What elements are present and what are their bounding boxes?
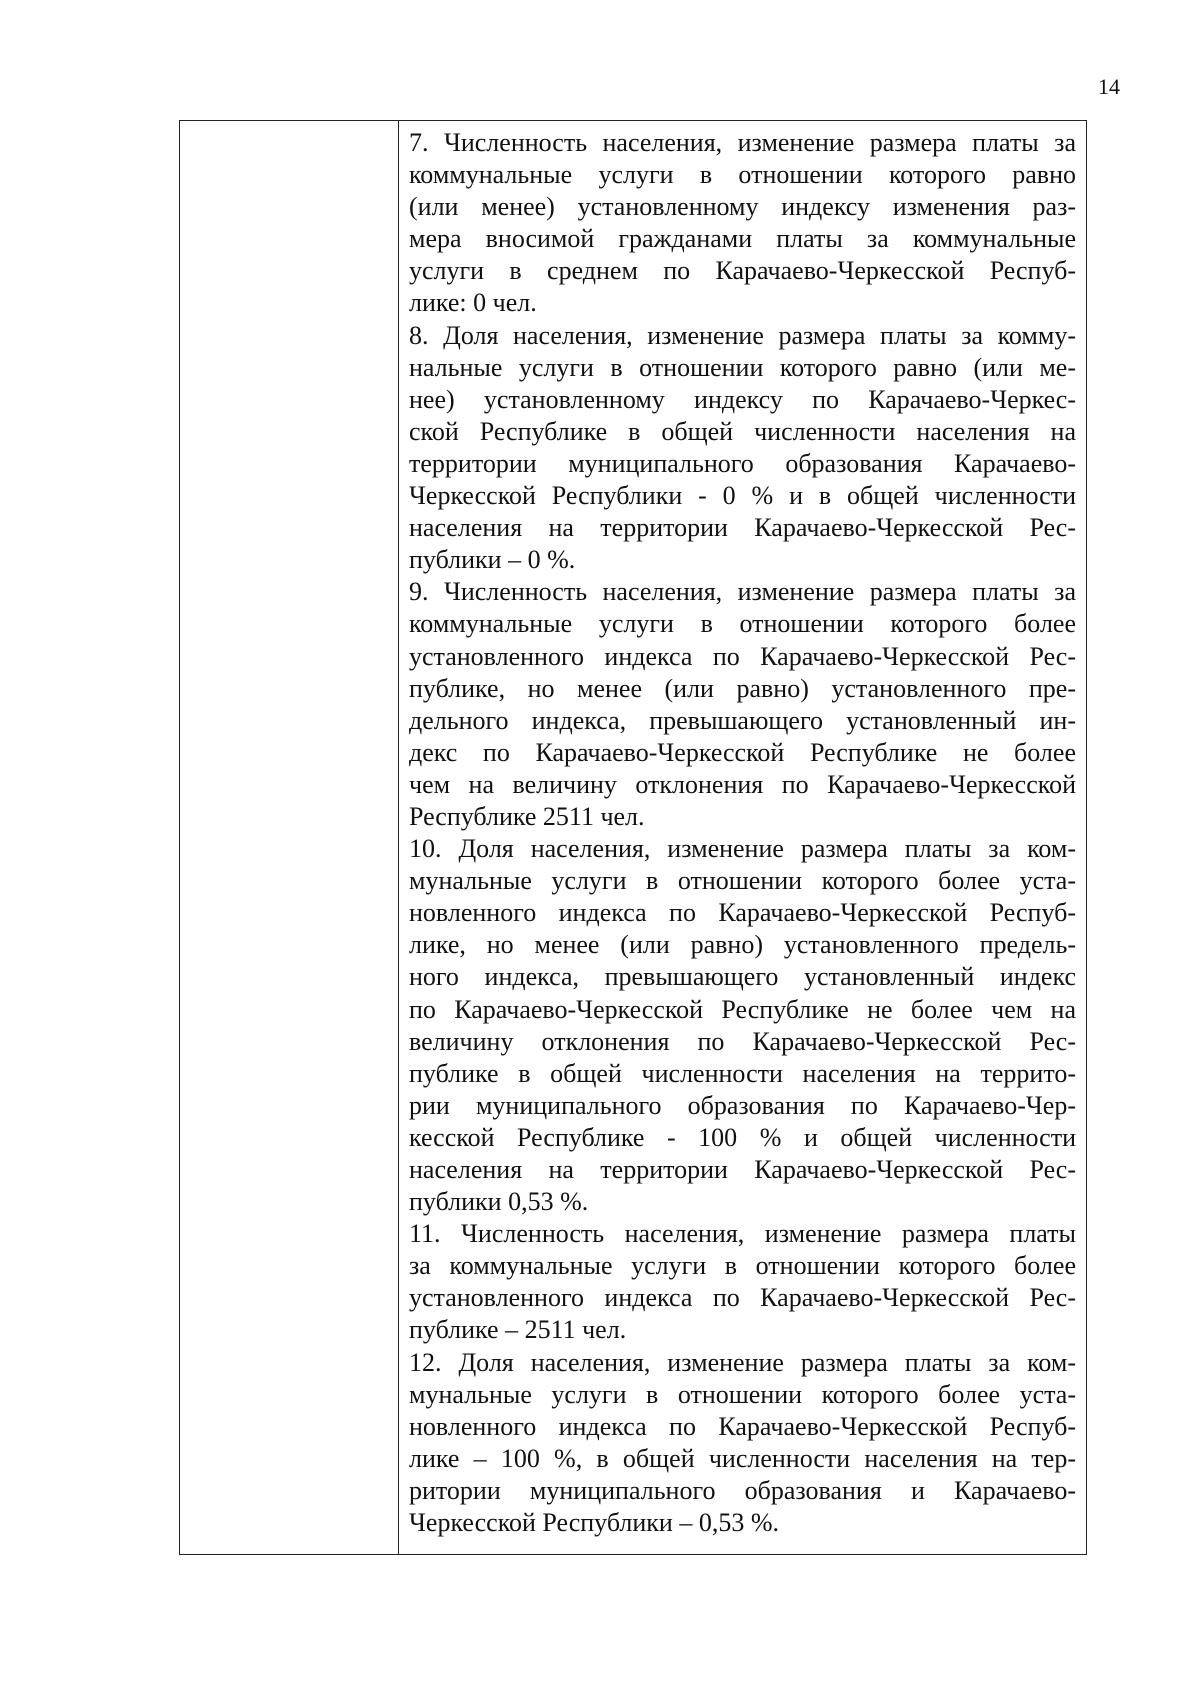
- text-line: новленного индекса по Карачаево-Черкесской Респуб-: [409, 898, 1076, 928]
- text-line: 12. Доля населения, изменение размера платы за ком-: [409, 1347, 1076, 1377]
- text-line: 7. Численность населения, изменение размера платы за: [409, 128, 1076, 157]
- text-line: 9. Численность населения, изменение размера платы за: [409, 577, 1076, 607]
- text-line: дельного индекса, превышающего установленный ин-: [409, 705, 1076, 735]
- text-line: публике – 2511 чел.: [409, 1315, 627, 1345]
- text-line: коммунальные услуги в отношении которого равно: [409, 160, 1076, 190]
- text-line: лике: 0 чел.: [409, 288, 537, 318]
- text-line: публики – 0 %.: [409, 545, 576, 575]
- table-left-column: [180, 121, 399, 1554]
- text-line: ритории муниципального образования и Карачаево-: [409, 1475, 1076, 1505]
- text-line: публике в общей численности населения на террито-: [409, 1058, 1076, 1088]
- text-line: публике, но менее (или равно) установленного пре-: [409, 673, 1076, 703]
- text-line: публики 0,53 %.: [409, 1187, 589, 1217]
- list-item: [409, 833, 1076, 1218]
- text-line: 10. Доля населения, изменение размера платы за ком-: [409, 834, 1076, 864]
- text-line: (или менее) установленному индексу изменения раз-: [409, 192, 1076, 222]
- text-line: величину отклонения по Карачаево-Черкесской Рес-: [409, 1026, 1076, 1056]
- text-line: нальные услуги в отношении которого равно (или ме-: [409, 352, 1076, 382]
- text-line: услуги в среднем по Карачаево-Черкесской Респуб-: [409, 256, 1076, 286]
- text-line: установленного индекса по Карачаево-Черкесской Рес-: [409, 641, 1076, 671]
- text-line: новленного индекса по Карачаево-Черкесской Респуб-: [409, 1411, 1076, 1441]
- text-line: лике – 100 %, в общей численности населения на тер-: [409, 1443, 1076, 1473]
- text-line: мунальные услуги в отношении которого более уста-: [409, 1379, 1076, 1409]
- text-line: нее) установленному индексу по Карачаево-Черкес-: [409, 384, 1076, 414]
- text-line: рии муниципального образования по Карачаево-Чер-: [409, 1090, 1076, 1120]
- text-line: ного индекса, превышающего установленный индекс: [409, 962, 1076, 992]
- list-item: [409, 127, 1076, 320]
- list-item: [409, 1347, 1076, 1540]
- text-line: декс по Карачаево-Черкесской Республике не более: [409, 737, 1076, 767]
- text-line: 11. Численность населения, изменение размера платы: [409, 1219, 1076, 1249]
- text-line: мера вносимой гражданами платы за коммунальные: [409, 224, 1076, 254]
- text-line: населения на территории Карачаево-Черкесской Рес-: [409, 513, 1076, 543]
- text-line: 8. Доля населения, изменение размера платы за комму-: [409, 320, 1076, 350]
- text-line: по Карачаево-Черкесской Республике не более чем на: [409, 994, 1076, 1024]
- table-right-column: [400, 121, 1086, 1554]
- text-line: установленного индекса по Карачаево-Черкесской Рес-: [409, 1283, 1076, 1313]
- text-line: ской Республике в общей численности населения на: [409, 416, 1076, 446]
- text-line: Черкесской Республики - 0 % и в общей численности: [409, 481, 1076, 511]
- page-number: 14: [1098, 74, 1120, 99]
- text-line: лике, но менее (или равно) установленного предель-: [409, 930, 1076, 960]
- list-item: [409, 320, 1076, 577]
- text-line: за коммунальные услуги в отношении которого более: [409, 1251, 1076, 1281]
- text-line: Республике 2511 чел.: [409, 801, 645, 831]
- list-item: [409, 1218, 1076, 1346]
- text-line: кесской Республике - 100 % и общей численности: [409, 1122, 1076, 1152]
- text-line: населения на территории Карачаево-Черкесской Рес-: [409, 1155, 1076, 1184]
- document-table: [179, 120, 1087, 1555]
- text-line: Черкесской Республики – 0,53 %.: [409, 1508, 780, 1538]
- list-item: [409, 576, 1076, 833]
- text-line: чем на величину отклонения по Карачаево-Черкесской: [409, 769, 1076, 799]
- text-line: территории муниципального образования Карачаево-: [409, 448, 1076, 478]
- text-line: коммунальные услуги в отношении которого более: [409, 609, 1076, 639]
- text-line: мунальные услуги в отношении которого более уста-: [409, 866, 1076, 896]
